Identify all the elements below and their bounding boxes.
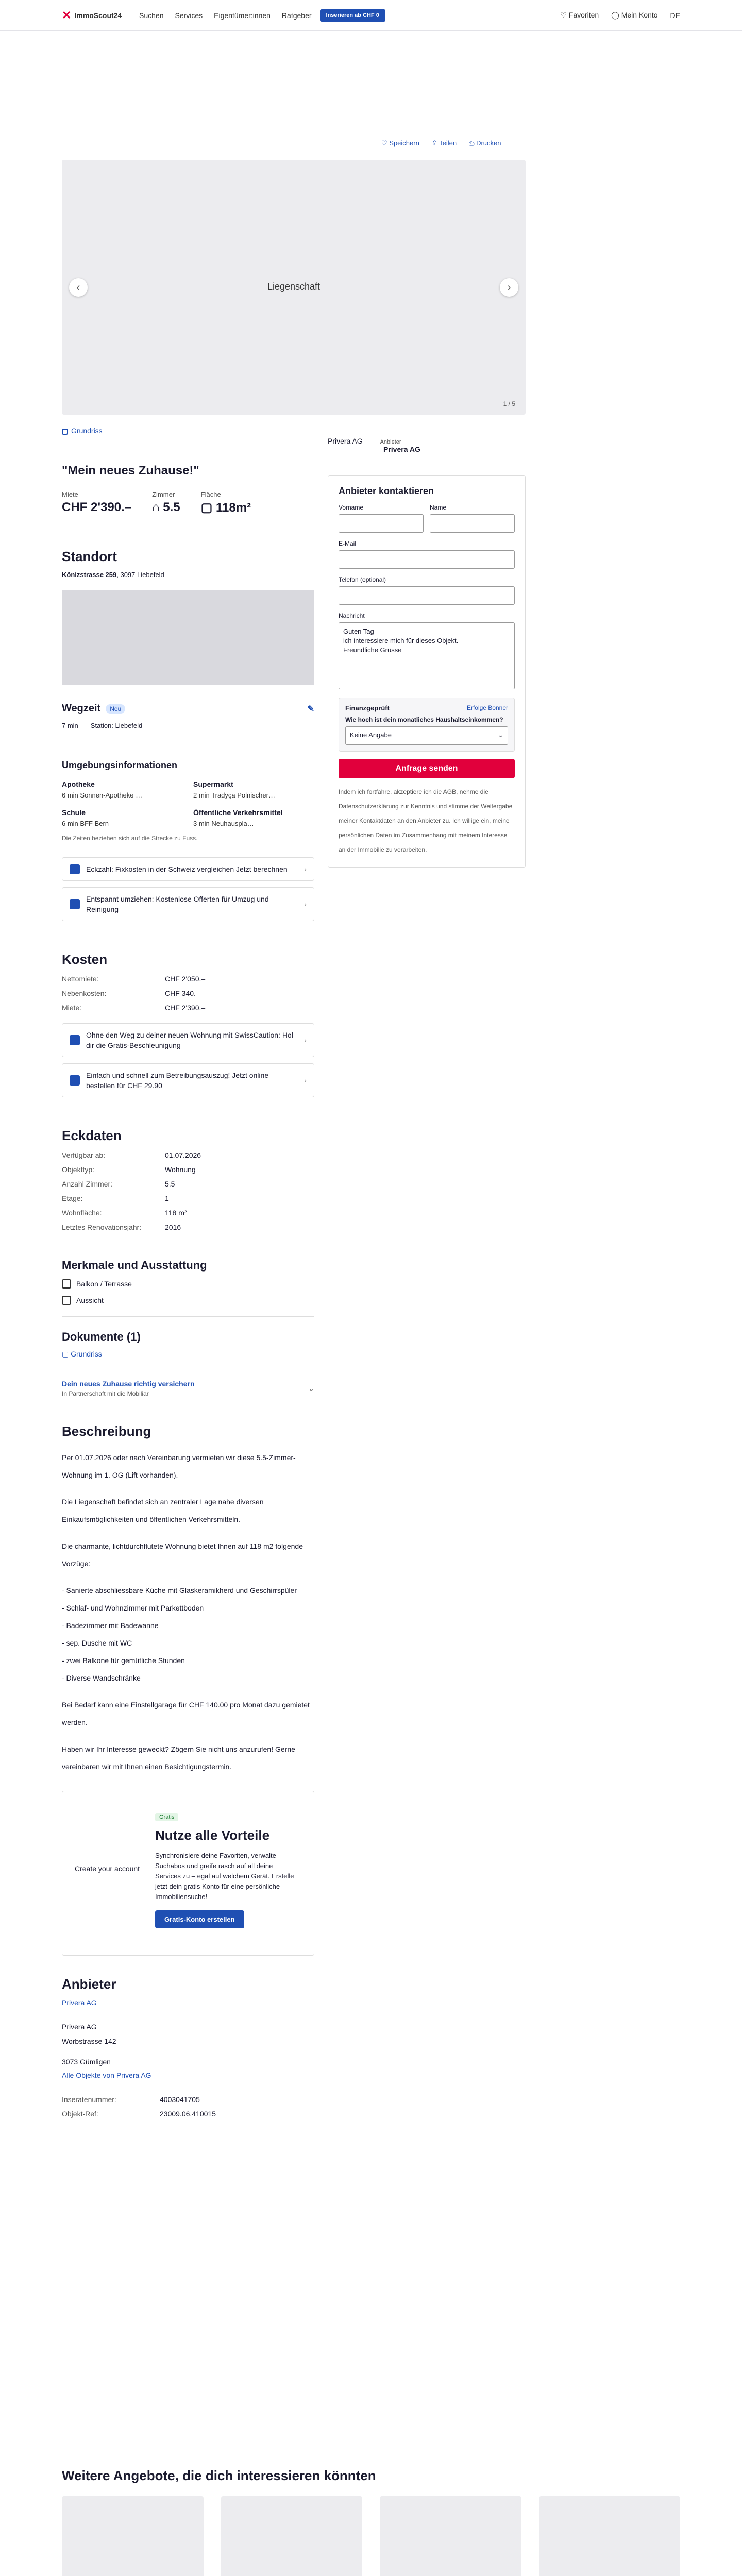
poi-item <box>62 808 183 827</box>
provider-line: 3073 Gümligen <box>62 2058 111 2066</box>
promo-banner[interactable] <box>62 1023 314 1057</box>
id-label: Inseratenummer: <box>62 2095 116 2104</box>
document-label: Grundriss <box>71 1350 102 1358</box>
poi-item <box>193 780 314 799</box>
description-paragraph: Die charmante, lichtdurchflutete Wohnung bietet Ihnen auf 118 m2 folgende Vorzüge: <box>62 1542 303 1568</box>
chevron-right-icon: › <box>304 1036 307 1044</box>
favorites-label: Favoriten <box>568 11 599 19</box>
phone-field <box>339 576 515 605</box>
seller-company: Privera AG <box>383 445 420 453</box>
firstname-field <box>339 504 424 533</box>
document-link[interactable]: ▢ Grundriss <box>62 1350 102 1358</box>
commute-destination: Station: Liebefeld <box>90 722 143 730</box>
chevron-left-icon[interactable]: ‹ <box>69 278 88 297</box>
register-text: Synchronisiere deine Favoriten, verwalte Suchabos und greife rasch auf all deine Services zu – egal auf welchem Gerät. Erstelle jetzt dein gratis Konto für eine persönliche Immobiliensuche! <box>155 1852 294 1901</box>
save-button[interactable]: ♡ Speichern <box>381 139 419 147</box>
id-label: Objekt-Ref: <box>62 2110 98 2118</box>
chevron-down-icon: ⌄ <box>308 1384 314 1393</box>
insurance-partner: In Partnerschaft mit die Mobiliar <box>62 1390 149 1397</box>
register-heading: Nutze alle Vorteile <box>155 1827 270 1843</box>
income-select[interactable] <box>345 726 508 745</box>
contact-heading: Anbieter kontaktieren <box>339 486 434 496</box>
details-table <box>62 1151 314 1231</box>
provider-name-link[interactable]: Privera AG <box>62 1998 97 2007</box>
finance-check <box>339 698 515 752</box>
register-illustration-label: Create your account <box>75 1865 140 1873</box>
poi-title: Öffentliche Verkehrsmittel <box>193 808 283 817</box>
message-label: Nachricht <box>339 612 365 619</box>
detail-value: 118 m² <box>165 1209 187 1217</box>
divider <box>62 1316 314 1317</box>
image-gallery[interactable] <box>62 160 526 415</box>
detail-label: Anzahl Zimmer: <box>62 1180 113 1188</box>
provider-line: Privera AG <box>62 2023 97 2031</box>
favorites-link[interactable]: ♡ Favoriten <box>560 11 599 19</box>
nav-item[interactable]: Ratgeber <box>281 11 312 20</box>
finance-title: Finanzgeprüft <box>345 704 390 712</box>
costs-table <box>62 975 314 1012</box>
poi-title: Supermarkt <box>193 780 233 788</box>
key-fact-value: ⌂ 5.5 <box>152 500 180 514</box>
description-paragraph: Per 01.07.2026 oder nach Vereinbarung vermieten wir diese 5.5-Zimmer-Wohnung im 1. OG (Lift vorhanden). <box>62 1453 296 1479</box>
detail-label: Letztes Renovationsjahr: <box>62 1223 142 1231</box>
main-nav <box>139 11 312 20</box>
location-heading: Standort <box>62 549 117 564</box>
promo-banner[interactable] <box>62 1063 314 1097</box>
chevron-down-icon: ⌄ <box>498 731 503 739</box>
address <box>62 571 314 579</box>
detail-value: 01.07.2026 <box>165 1151 201 1159</box>
email-label: E-Mail <box>339 540 357 547</box>
floorplan-link[interactable]: Grundriss <box>71 427 103 435</box>
promo-text: Entspannt umziehen: Kostenlose Offerten für Umzug und Reinigung <box>86 895 269 913</box>
logo-text: ImmoScout24 <box>74 11 122 20</box>
promo-text: Ohne den Weg zu deiner neuen Wohnung mit SwissCaution: Hol dir die Gratis-Beschleunigung <box>86 1031 293 1049</box>
detail-label: Wohnfläche: <box>62 1209 102 1217</box>
key-fact-value: CHF 2'390.– <box>62 500 132 514</box>
provider-spacer <box>62 2048 314 2055</box>
id-value: 4003041705 <box>160 2095 200 2104</box>
detail-value: 2016 <box>165 1223 181 1231</box>
description-paragraph: Haben wir Ihr Interesse geweckt? Zögern Sie nicht uns anzurufen! Gerne vereinbaren wir mit Ihnen einen Besichtigungstermin. <box>62 1745 295 1771</box>
top-navigation <box>0 0 742 31</box>
message-input[interactable]: Guten Tag ich interessiere mich für dieses Objekt. Freundliche Grüsse <box>339 622 515 689</box>
key-fact-label: Fläche <box>200 490 221 498</box>
provider-objects-link[interactable]: Alle Objekte von Privera AG <box>62 2071 151 2079</box>
income-question: Wie hoch ist dein monatliches Haushaltseinkommen? <box>345 716 503 723</box>
costs-heading: Kosten <box>62 952 108 967</box>
detail-label: Verfügbar ab: <box>62 1151 106 1159</box>
seller-name: Privera AG <box>328 437 363 445</box>
free-badge: Gratis <box>155 1813 178 1821</box>
id-value: 23009.06.410015 <box>160 2110 216 2118</box>
cost-value: CHF 2'390.– <box>165 1004 206 1012</box>
cost-value: CHF 340.– <box>165 989 200 997</box>
offer-card[interactable] <box>62 2496 204 2576</box>
balcony-icon <box>62 1279 71 1289</box>
key-fact-label: Miete <box>62 490 78 498</box>
nav-item[interactable]: Eigentümer:innen <box>214 11 271 20</box>
insurance-banner[interactable] <box>62 1380 314 1397</box>
chevron-right-icon: › <box>304 865 307 873</box>
poi-item <box>62 780 183 799</box>
nav-item[interactable]: Services <box>175 11 203 20</box>
feature-label: Aussicht <box>76 1296 104 1304</box>
city: , 3097 Liebefeld <box>116 571 164 579</box>
seller-summary <box>328 437 526 453</box>
detail-value: 5.5 <box>165 1180 175 1188</box>
advertise-button[interactable]: Inserieren ab CHF 0 <box>320 9 385 22</box>
share-button[interactable]: ⇪ Teilen <box>431 139 457 147</box>
area-value: 118m² <box>216 501 251 515</box>
cost-label: Nebenkosten: <box>62 989 107 997</box>
feature-item <box>62 1279 314 1289</box>
key-facts <box>62 490 314 515</box>
poi-detail: 3 min Neuhauspla… <box>193 820 254 827</box>
offer-card[interactable] <box>221 2496 363 2576</box>
commute-title: Wegzeit <box>62 703 101 714</box>
provider-heading: Anbieter <box>62 1976 116 1992</box>
description-paragraph: Bei Bedarf kann eine Einstellgarage für CHF 140.00 pro Monat dazu gemietet werden. <box>62 1701 310 1726</box>
surroundings-note: Die Zeiten beziehen sich auf die Strecke zu Fuss. <box>62 835 198 842</box>
calculator-icon <box>70 864 80 874</box>
floorplan-icon <box>62 429 68 435</box>
gallery-placeholder: Liegenschaft <box>267 281 321 292</box>
account-link[interactable]: ◯ Mein Konto <box>611 11 658 19</box>
commute-row <box>62 722 314 730</box>
details-heading: Eckdaten <box>62 1128 122 1143</box>
poi-title: Apotheke <box>62 780 95 788</box>
surroundings-heading: Umgebungsinformationen <box>62 760 177 770</box>
description-paragraph: - Sanierte abschliessbare Küche mit Glaskeramikherd und Geschirrspüler - Schlaf- und Wohnzimmer mit Parkettboden - Badezimmer mit Badewanne - sep. Dusche mit WC - zwei Balkone für gemütliche Stunden - Diverse Wandschränke <box>62 1586 297 1682</box>
similar-offers <box>62 2468 680 2576</box>
chevron-right-icon: › <box>304 900 307 908</box>
provider-line: Worbstrasse 142 <box>62 2037 116 2045</box>
contact-form <box>328 475 526 868</box>
key-fact-value: ▢ 118m² <box>200 501 251 515</box>
promo-banner[interactable] <box>62 887 314 921</box>
name-row <box>339 497 515 533</box>
street: Könizstrasse 259 <box>62 571 117 579</box>
right-nav <box>560 11 680 20</box>
chevron-right-icon[interactable]: › <box>500 278 518 297</box>
register-content <box>155 1812 294 1928</box>
features-heading: Merkmale und Ausstattung <box>62 1259 207 1272</box>
lastname-label: Name <box>430 504 447 511</box>
listing-title: "Mein neues Zuhause!" <box>62 464 199 478</box>
cost-label: Miete: <box>62 1004 82 1012</box>
firstname-label: Vorname <box>339 504 364 511</box>
finance-link[interactable]: Erfolge Bonner <box>466 704 508 711</box>
email-field <box>339 540 515 569</box>
offer-card[interactable] <box>380 2496 521 2576</box>
print-button[interactable]: ⎙ Drucken <box>469 139 501 147</box>
firstname-input[interactable] <box>339 514 424 533</box>
listing-main <box>62 464 314 2118</box>
truck-icon <box>70 899 80 909</box>
chevron-right-icon: › <box>304 1076 307 1084</box>
message-field <box>339 612 515 689</box>
logo[interactable] <box>62 9 139 22</box>
poi-detail: 6 min BFF Bern <box>62 820 109 827</box>
edit-icon[interactable]: ✎ <box>307 704 314 714</box>
cost-label: Nettomiete: <box>62 975 99 983</box>
promo-text: Eckzahl: Fixkosten in der Schweiz vergleichen Jetzt berechnen <box>86 865 288 873</box>
detail-value: Wohnung <box>165 1165 196 1174</box>
key-fact-label: Zimmer <box>152 490 175 498</box>
surroundings-list <box>62 780 314 827</box>
poi-title: Schule <box>62 808 86 817</box>
new-badge: Neu <box>106 704 125 714</box>
phone-label: Telefon (optional) <box>339 576 386 583</box>
view-icon <box>62 1296 71 1305</box>
similar-cards <box>62 2496 680 2576</box>
insurance-text: Dein neues Zuhause richtig versichern <box>62 1380 195 1388</box>
offer-card[interactable] <box>539 2496 681 2576</box>
listing-actions <box>381 139 501 147</box>
create-account-button[interactable]: Gratis-Konto erstellen <box>155 1910 244 1928</box>
send-request-button[interactable]: Anfrage senden <box>339 759 515 778</box>
feature-label: Balkon / Terrasse <box>76 1280 132 1288</box>
phone-input[interactable] <box>339 586 515 605</box>
poi-detail: 6 min Sonnen-Apotheke … <box>62 791 143 799</box>
logo-icon: ✕ <box>62 8 72 22</box>
key-fact-rooms <box>152 490 180 515</box>
poi-item <box>193 808 314 827</box>
description-paragraph: Die Liegenschaft befindet sich an zentraler Lage nahe diversen Einkaufsmöglichkeiten und öffentlichen Verkehrsmitteln. <box>62 1498 264 1523</box>
feature-item <box>62 1296 314 1305</box>
rooms-value: 5.5 <box>163 500 180 514</box>
income-select-value: Keine Angabe <box>350 731 392 739</box>
detail-label: Objekttyp: <box>62 1165 95 1174</box>
poi-detail: 2 min Tradyça Polnischer… <box>193 791 275 799</box>
provider-address <box>62 2020 314 2069</box>
seller-role: Anbieter <box>380 439 401 445</box>
register-promo <box>62 1791 314 1956</box>
legal-notice: Indem ich fortfahre, akzeptiere ich die AGB, nehme die Datenschutzerklärung zur Kenntnis und stimme der Weitergabe meiner Kontaktdaten an den Anbieter zu. Ich willige ein, meine persönlichen Daten im Zusammenhang mit meinem Interesse an der Immobilie zu verarbeiten. <box>339 788 513 853</box>
promo-text: Einfach und schnell zum Betreibungsauszug! Jetzt online bestellen für CHF 29.90 <box>86 1071 269 1090</box>
map[interactable] <box>62 590 314 685</box>
finance-header <box>345 704 508 712</box>
lastname-input[interactable] <box>430 514 515 533</box>
print-label: Drucken <box>476 139 501 147</box>
gallery-counter: 1 / 5 <box>503 400 515 408</box>
language-selector[interactable]: DE <box>670 11 680 20</box>
documents-heading: Dokumente (1) <box>62 1330 141 1343</box>
detail-value: 1 <box>165 1194 169 1202</box>
provider-ids <box>62 2095 314 2118</box>
similar-heading: Weitere Angebote, die dich interessieren könnten <box>62 2468 376 2483</box>
description-heading: Beschreibung <box>62 1423 151 1439</box>
commute-time: 7 min <box>62 722 78 730</box>
shield-icon <box>70 1035 80 1045</box>
account-label: Mein Konto <box>621 11 658 19</box>
nav-item[interactable]: Suchen <box>139 11 164 20</box>
share-label: Teilen <box>439 139 457 147</box>
key-fact-rent <box>62 490 131 515</box>
save-label: Speichern <box>389 139 419 147</box>
commute-heading <box>62 703 314 715</box>
document-icon <box>70 1075 80 1086</box>
email-input[interactable] <box>339 550 515 569</box>
promo-banner[interactable] <box>62 857 314 881</box>
cost-value: CHF 2'050.– <box>165 975 206 983</box>
lastname-field <box>430 504 515 533</box>
key-fact-area <box>201 490 251 515</box>
detail-label: Etage: <box>62 1194 83 1202</box>
